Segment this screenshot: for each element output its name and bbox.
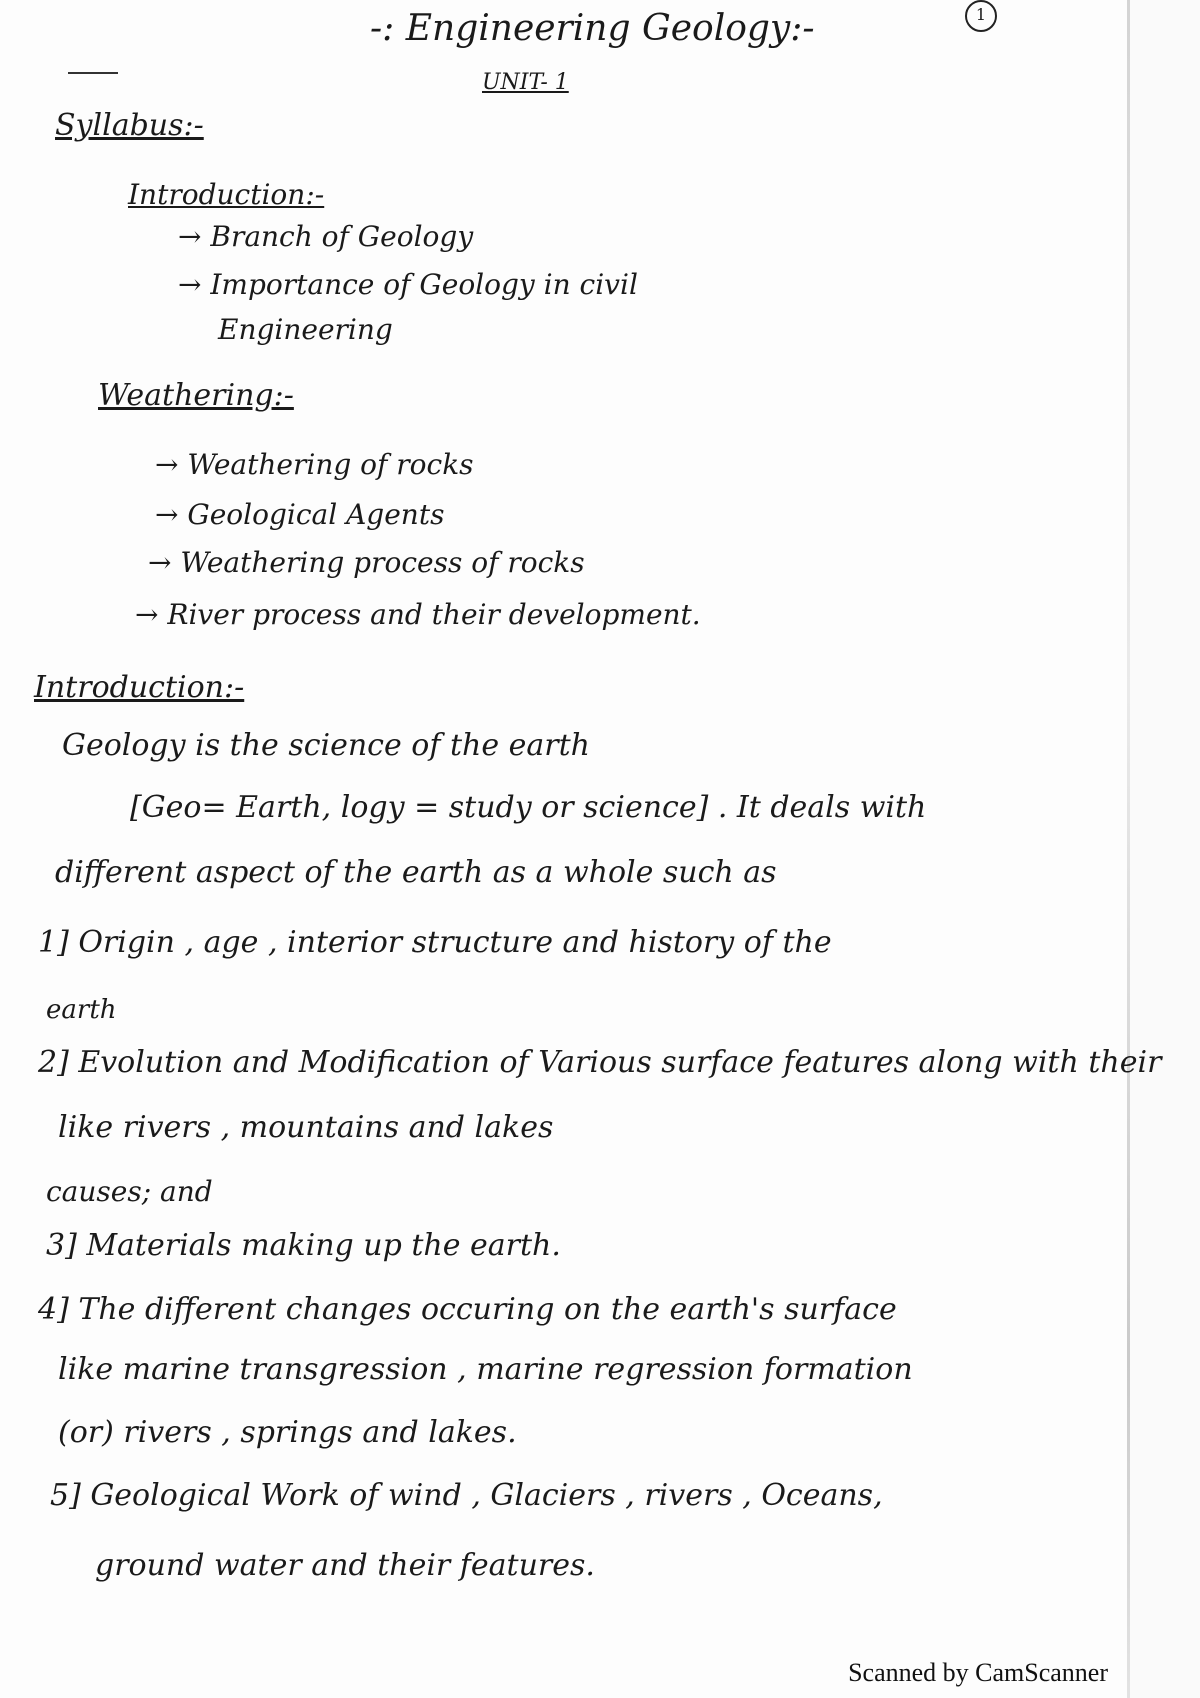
- body-line: 4] The different changes occuring on the earth's surface: [38, 1292, 897, 1327]
- body-line: different aspect of the earth as a whole such as: [55, 855, 777, 890]
- introduction-heading: Introduction:-: [34, 670, 245, 705]
- body-line: Geology is the science of the earth: [62, 728, 591, 763]
- syllabus-intro-item: Engineering: [218, 313, 393, 346]
- document-title: -: Engineering Geology:-: [370, 8, 815, 49]
- margin-dash: [68, 72, 118, 74]
- page-number: 1: [965, 0, 997, 32]
- syllabus-weathering-heading: Weathering:-: [98, 378, 294, 413]
- syllabus-introduction-heading: Introduction:-: [128, 178, 325, 211]
- syllabus-weathering-item: → Weathering of rocks: [155, 448, 474, 481]
- body-line: 5] Geological Work of wind , Glaciers , rivers , Oceans,: [50, 1478, 883, 1513]
- scanner-watermark: Scanned by CamScanner: [848, 1658, 1108, 1687]
- syllabus-heading: Syllabus:-: [55, 108, 204, 143]
- syllabus-weathering-item: → Geological Agents: [155, 498, 445, 531]
- body-line: causes; and: [46, 1175, 213, 1208]
- syllabus-weathering-item: → Weathering process of rocks: [148, 546, 585, 579]
- body-line: like marine transgression , marine regression formation: [58, 1352, 913, 1387]
- body-line: ground water and their features.: [95, 1548, 595, 1583]
- body-line: 3] Materials making up the earth.: [46, 1228, 561, 1263]
- unit-label: UNIT- 1: [482, 70, 569, 95]
- body-line: [Geo= Earth, logy = study or science] . It deals with: [130, 790, 927, 825]
- body-line: 1] Origin , age , interior structure and history of the: [38, 925, 832, 960]
- scan-edge-line: [1127, 0, 1130, 1698]
- body-line: earth: [46, 995, 117, 1025]
- scan-margin: [1130, 0, 1200, 1698]
- syllabus-intro-item: → Importance of Geology in civil: [178, 268, 638, 301]
- body-line: 2] Evolution and Modification of Various surface features along with their: [38, 1045, 1162, 1080]
- body-line: like rivers , mountains and lakes: [58, 1110, 554, 1145]
- body-line: (or) rivers , springs and lakes.: [58, 1415, 517, 1450]
- syllabus-weathering-item: → River process and their development.: [135, 598, 701, 631]
- syllabus-intro-item: → Branch of Geology: [178, 220, 474, 253]
